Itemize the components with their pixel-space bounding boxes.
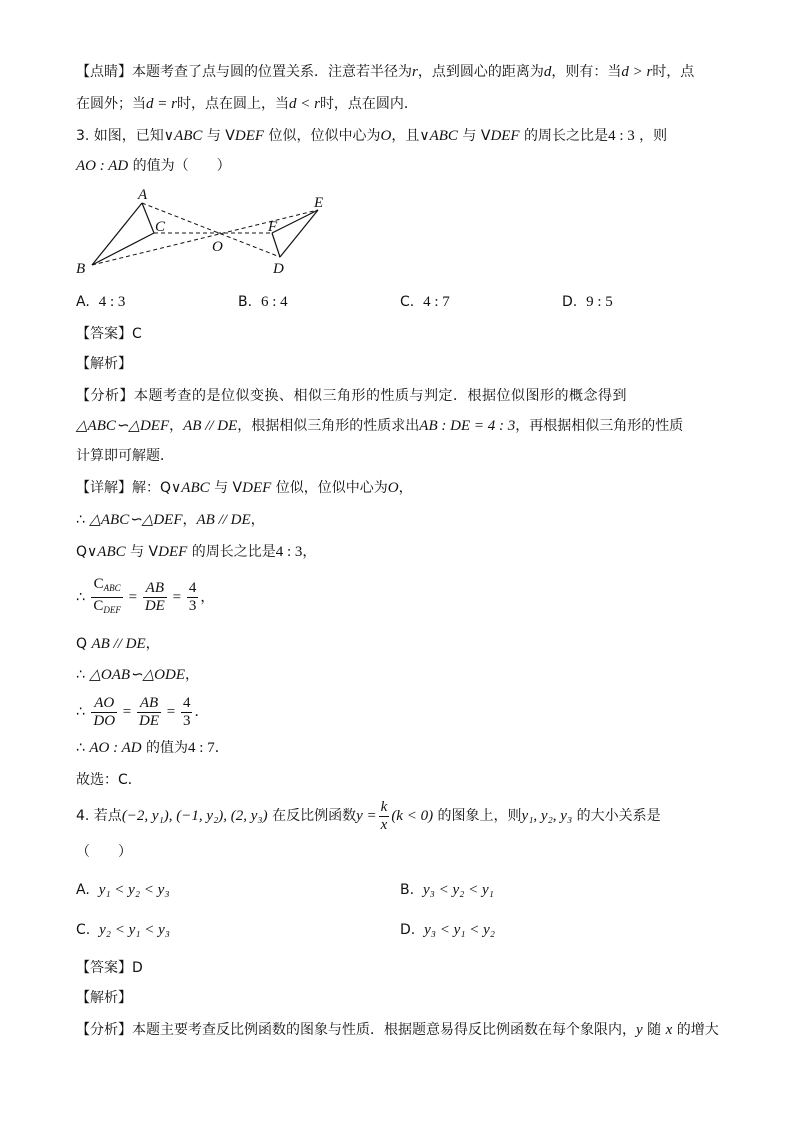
option-key: C.: [76, 922, 91, 938]
q4-analysis-title: 【解析】: [76, 990, 132, 1006]
text: ，: [398, 480, 413, 496]
text: ∴: [76, 704, 90, 720]
fraction: [379, 799, 390, 834]
option-text: y₂ < y₁ < y₃: [99, 922, 171, 938]
p1-line: [76, 62, 694, 82]
math: △ABC∽△DEF: [89, 512, 183, 528]
q3-option-c: [400, 292, 450, 312]
text: 时，点在圆上，当: [176, 96, 289, 112]
q3-option-d: [562, 292, 613, 312]
q3-option-b: [238, 292, 288, 312]
math: DO: [93, 712, 116, 729]
label-A: A: [138, 187, 148, 203]
fraction: [143, 580, 167, 615]
fraction: [91, 576, 123, 619]
text: ∴: [76, 589, 90, 606]
option-text: 6 : 4: [260, 294, 288, 310]
math: =: [168, 589, 185, 606]
math: C: [93, 598, 104, 614]
math: AB // DE: [91, 636, 146, 652]
q4-fenxi-line: [76, 1020, 719, 1040]
text: 与 V: [125, 544, 159, 560]
text: ，且∨: [391, 128, 430, 144]
fraction: [137, 695, 161, 730]
label-B: B: [76, 261, 86, 277]
seg-AC: [142, 203, 154, 233]
q3-detail-3: [76, 542, 316, 562]
fraction: [91, 695, 117, 730]
q3-fenxi-line3: 计算即可解题．: [76, 448, 174, 464]
q3-detail-5: [76, 634, 160, 654]
math: =: [119, 704, 135, 720]
p2-line: [76, 94, 418, 114]
homothety-figure: [70, 185, 340, 280]
math: DEF: [234, 128, 265, 144]
text: 【详解】解：Q∨: [76, 480, 182, 496]
math: ABC: [429, 128, 458, 144]
q3-detail-6: [76, 665, 199, 685]
math: x: [380, 816, 388, 833]
math: d = r: [146, 96, 177, 112]
text: Q: [76, 636, 92, 652]
option-key: D.: [562, 294, 578, 310]
text: ∴: [76, 740, 90, 756]
q4-answer: 【答案】D: [76, 960, 143, 976]
math: 4 : 3: [608, 128, 635, 144]
math: 4 : 3: [275, 544, 303, 560]
q3-detail-7: [76, 694, 208, 730]
q4-stem-line2: （ ）: [76, 844, 132, 860]
q3-fenxi-line2: [76, 416, 683, 436]
seg-BC: [92, 233, 154, 265]
text: ，点到圆心的距离为: [417, 64, 544, 80]
text: 的值为（ ）: [128, 158, 231, 174]
math: AB // DE: [196, 512, 251, 528]
text: ，再根据相似三角形的性质: [515, 418, 684, 434]
q3-option-a: [76, 292, 125, 312]
q4-stem-line1: [76, 798, 661, 834]
math: 4: [188, 580, 197, 596]
text: 时，点在圆内．: [319, 96, 418, 112]
seg-FD: [272, 233, 280, 257]
text: ，则有：当: [551, 64, 622, 80]
seg-EF: [272, 210, 318, 233]
text: ，根据相似三角形的性质求出: [237, 418, 420, 434]
option-text: y₃ < y₂ < y₁: [422, 882, 494, 898]
text: 在圆外；当: [76, 96, 146, 112]
text: 4. 若点: [76, 808, 122, 824]
math: ABC: [174, 128, 203, 144]
math: =: [163, 704, 179, 720]
math: DE: [144, 598, 165, 614]
math: 4: [182, 694, 191, 711]
math: =: [124, 589, 141, 606]
dianjing-tag: 【点睛】: [76, 64, 132, 80]
text: 3. 如图，已知∨: [76, 128, 175, 144]
math: DEF: [158, 544, 188, 560]
text: ，: [145, 636, 160, 652]
option-text: y₃ < y₁ < y₂: [424, 922, 496, 938]
option-text: 4 : 3: [98, 294, 126, 310]
q4-option-d: [400, 920, 495, 940]
q3-detail-8: [76, 738, 229, 758]
q3-conclusion: 故选：C．: [76, 772, 142, 788]
math: k: [380, 798, 388, 815]
text: 与 V: [209, 480, 243, 496]
option-text: 9 : 5: [586, 294, 613, 310]
q3-detail-4: [76, 576, 214, 619]
text: ．: [214, 740, 229, 756]
seg-DE: [280, 210, 318, 257]
math: O: [387, 480, 399, 496]
math: DEF: [490, 128, 520, 144]
q4-option-b: [400, 880, 494, 900]
text: 的图象上，则: [433, 808, 522, 824]
math: △OAB∽△ODE: [89, 667, 185, 683]
text: Q∨: [76, 544, 98, 560]
label-C: C: [155, 219, 166, 235]
option-key: B.: [238, 294, 253, 310]
text: ，: [302, 544, 317, 560]
q3-answer: 【答案】C: [76, 326, 142, 342]
text: 时，点: [652, 64, 695, 80]
text: 随: [642, 1022, 666, 1038]
math: AO: [91, 695, 117, 713]
q3-stem-line2: [76, 156, 231, 176]
math: ABC: [97, 544, 126, 560]
math: y =: [356, 808, 377, 824]
math: y: [636, 1022, 643, 1038]
math-sub: ABC: [103, 583, 121, 593]
text: 在反比例函数: [267, 808, 357, 824]
option-key: C.: [400, 294, 415, 310]
q3-detail-1: [76, 478, 413, 498]
dash-BE: [92, 210, 318, 265]
option-key: A.: [76, 294, 90, 310]
text: 与 V: [457, 128, 491, 144]
text: ，: [200, 589, 215, 606]
text: 的周长之比是: [519, 128, 609, 144]
q3-stem-line1: [76, 126, 667, 146]
option-key: A.: [76, 882, 90, 898]
math: (k < 0): [391, 808, 434, 824]
text: 位似，位似中心为: [271, 480, 388, 496]
seg-AB: [92, 203, 142, 265]
label-F: F: [268, 219, 278, 235]
math: 3: [182, 712, 191, 729]
option-text: 4 : 7: [423, 294, 450, 310]
text: ∴: [76, 667, 90, 683]
math: d > r: [621, 64, 653, 80]
math: C: [93, 576, 104, 592]
math: AB: [137, 695, 161, 713]
text: 的值为: [141, 740, 189, 756]
text: ∴: [76, 512, 90, 528]
option-text: y₁ < y₂ < y₃: [98, 882, 170, 898]
math: AB: [143, 580, 167, 598]
math: y₁, y₂, y₃: [521, 808, 573, 824]
math: O: [380, 128, 392, 144]
label-D: D: [273, 261, 284, 277]
math: AB : DE = 4 : 3: [419, 418, 516, 434]
math: ABC: [181, 480, 210, 496]
text: ，: [184, 667, 199, 683]
q4-option-a: [76, 880, 170, 900]
fraction: [181, 695, 193, 730]
math: AB // DE: [183, 418, 238, 434]
text: 的大小关系是: [572, 808, 661, 824]
text: ，: [182, 512, 197, 528]
q4-option-c: [76, 920, 170, 940]
label-E: E: [314, 195, 324, 211]
q3-detail-2: [76, 510, 265, 530]
math: 4 : 7: [188, 740, 215, 756]
math: AO : AD: [89, 740, 142, 756]
text: 【分析】本题主要考查反比例函数的图象与性质．根据题意易得反比例函数在每个象限内，: [76, 1022, 636, 1038]
math: AO : AD: [76, 158, 129, 174]
q3-fenxi-line1: 【分析】本题考查的是位似变换、相似三角形的性质与判定．根据位似图形的概念得到: [76, 388, 627, 404]
math: d: [543, 64, 552, 80]
text: 与 V: [202, 128, 235, 144]
math: x: [665, 1022, 673, 1038]
math: (−2, y₁), (−1, y₂), (2, y₃): [121, 808, 268, 824]
text: 本题考查了点与圆的位置关系．注意若半径为: [132, 64, 412, 80]
math-sub: DEF: [103, 605, 121, 615]
math: DE: [139, 712, 159, 729]
text: ．: [194, 704, 209, 720]
math: r: [412, 64, 418, 80]
math: DEF: [242, 480, 272, 496]
option-key: D.: [400, 922, 416, 938]
text: 位似，位似中心为: [264, 128, 381, 144]
text: 的增大: [672, 1022, 719, 1038]
math: d < r: [288, 96, 320, 112]
fraction: [187, 580, 199, 615]
q3-analysis-title: 【解析】: [76, 356, 132, 372]
math: △ABC∽△DEF: [76, 418, 170, 434]
text: ，: [169, 418, 184, 434]
text: ，: [250, 512, 265, 528]
text: 的周长之比是: [187, 544, 276, 560]
text: ，则: [634, 128, 668, 144]
option-key: B.: [400, 882, 415, 898]
math: 3: [188, 598, 197, 614]
label-O: O: [212, 239, 223, 255]
